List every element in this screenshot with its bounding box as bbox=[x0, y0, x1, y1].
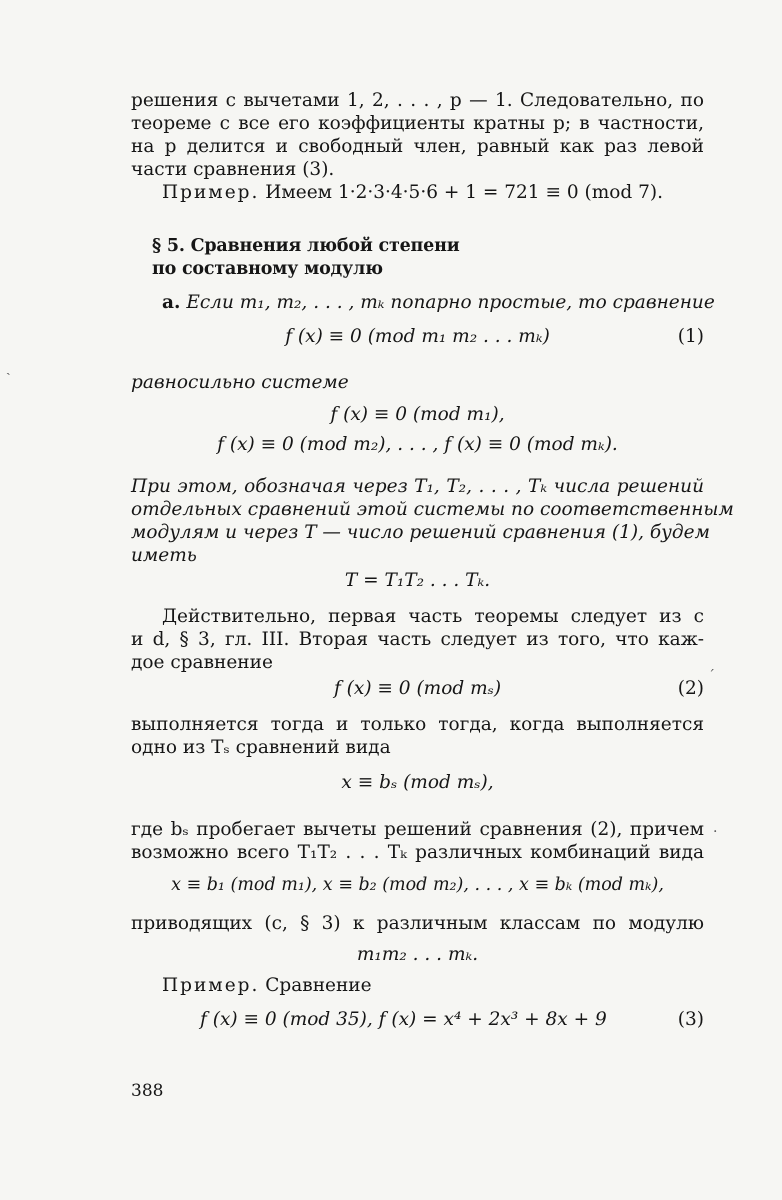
section-heading-line-1: § 5. Сравнения любой степени bbox=[152, 236, 460, 256]
text-line: решения с вычетами 1, 2, . . . , p — 1. Следовательно, по bbox=[131, 90, 704, 111]
text-line: Действительно, первая часть теоремы следует из c bbox=[162, 606, 704, 627]
page-number: 388 bbox=[131, 1081, 164, 1101]
text-line: возможно всего T₁T₂ . . . Tₖ различных комбинаций вида bbox=[131, 842, 704, 863]
section-heading-line-2: по составному модулю bbox=[152, 259, 383, 279]
text-line: на p делится и свободный член, равный как раз левой bbox=[131, 136, 704, 157]
equation-3-number: (3) bbox=[677, 1009, 704, 1030]
example-label: Пример. bbox=[162, 182, 260, 203]
theorem-text-line: иметь bbox=[131, 545, 197, 566]
theorem-text-line: модулям и через T — число решений сравнения (1), будем bbox=[131, 522, 710, 543]
equation-b: x ≡ bₛ (mod mₛ), bbox=[341, 772, 494, 793]
system-equation-2: f (x) ≡ 0 (mod m₂), . . . , f (x) ≡ 0 (mod mₖ). bbox=[217, 434, 618, 455]
equation-2-body: f (x) ≡ 0 (mod mₛ) bbox=[333, 678, 502, 699]
equation-2-number: (2) bbox=[677, 678, 704, 699]
text-line: дое сравнение bbox=[131, 652, 273, 673]
example-text: Имеем 1·2·3·4·5·6 + 1 = 721 ≡ 0 (mod 7). bbox=[259, 182, 663, 203]
text-line: и d, § 3, гл. III. Вторая часть следует из того, что каж- bbox=[131, 629, 704, 650]
example-label: Пример. bbox=[162, 975, 260, 996]
equation-2 bbox=[131, 678, 704, 700]
example-text: Сравнение bbox=[259, 975, 372, 996]
equation-combinations: x ≡ b₁ (mod m₁), x ≡ b₂ (mod m₂), . . . , x ≡ bₖ (mod mₖ), bbox=[171, 875, 664, 895]
theorem-text-line: равносильно системе bbox=[131, 372, 349, 393]
equation-1-body: f (x) ≡ 0 (mod m₁ m₂ . . . mₖ) bbox=[285, 326, 550, 347]
system-equation-1: f (x) ≡ 0 (mod m₁), bbox=[330, 404, 505, 425]
equation-T: T = T₁T₂ . . . Tₖ. bbox=[344, 570, 491, 591]
theorem-line bbox=[162, 292, 715, 314]
text-line: приводящих (c, § 3) к различным классам по модулю bbox=[131, 913, 704, 934]
theorem-text: Если m₁, m₂, . . . , mₖ попарно простые, то сравнение bbox=[180, 292, 715, 313]
equation-3 bbox=[200, 1009, 704, 1031]
theorem-label: a. bbox=[162, 292, 181, 313]
example-line bbox=[162, 182, 704, 204]
equation-modulus: m₁m₂ . . . mₖ. bbox=[356, 944, 479, 965]
text-line: одно из Tₛ сравнений вида bbox=[131, 737, 391, 758]
text-line: где bₛ пробегает вычеты решений сравнения (2), причем bbox=[131, 819, 704, 840]
equation-1 bbox=[131, 326, 704, 348]
margin-mark: ˏ bbox=[6, 360, 11, 376]
theorem-text-line: отдельных сравнений этой системы по соответственным bbox=[131, 499, 734, 520]
margin-mark: ˊ bbox=[708, 668, 715, 684]
margin-mark: . bbox=[713, 820, 718, 836]
text-line: части сравнения (3). bbox=[131, 159, 335, 180]
text-line: выполняется тогда и только тогда, когда выполняется bbox=[131, 714, 704, 735]
equation-1-number: (1) bbox=[677, 326, 704, 347]
example-line bbox=[162, 975, 704, 997]
equation-3-body: f (x) ≡ 0 (mod 35), f (x) = x⁴ + 2x³ + 8x + 9 bbox=[200, 1009, 607, 1030]
text-line: теореме с все его коэффициенты кратны p; в частности, bbox=[131, 113, 704, 134]
theorem-text-line: При этом, обозначая через T₁, T₂, . . . , Tₖ числа решений bbox=[131, 476, 704, 497]
